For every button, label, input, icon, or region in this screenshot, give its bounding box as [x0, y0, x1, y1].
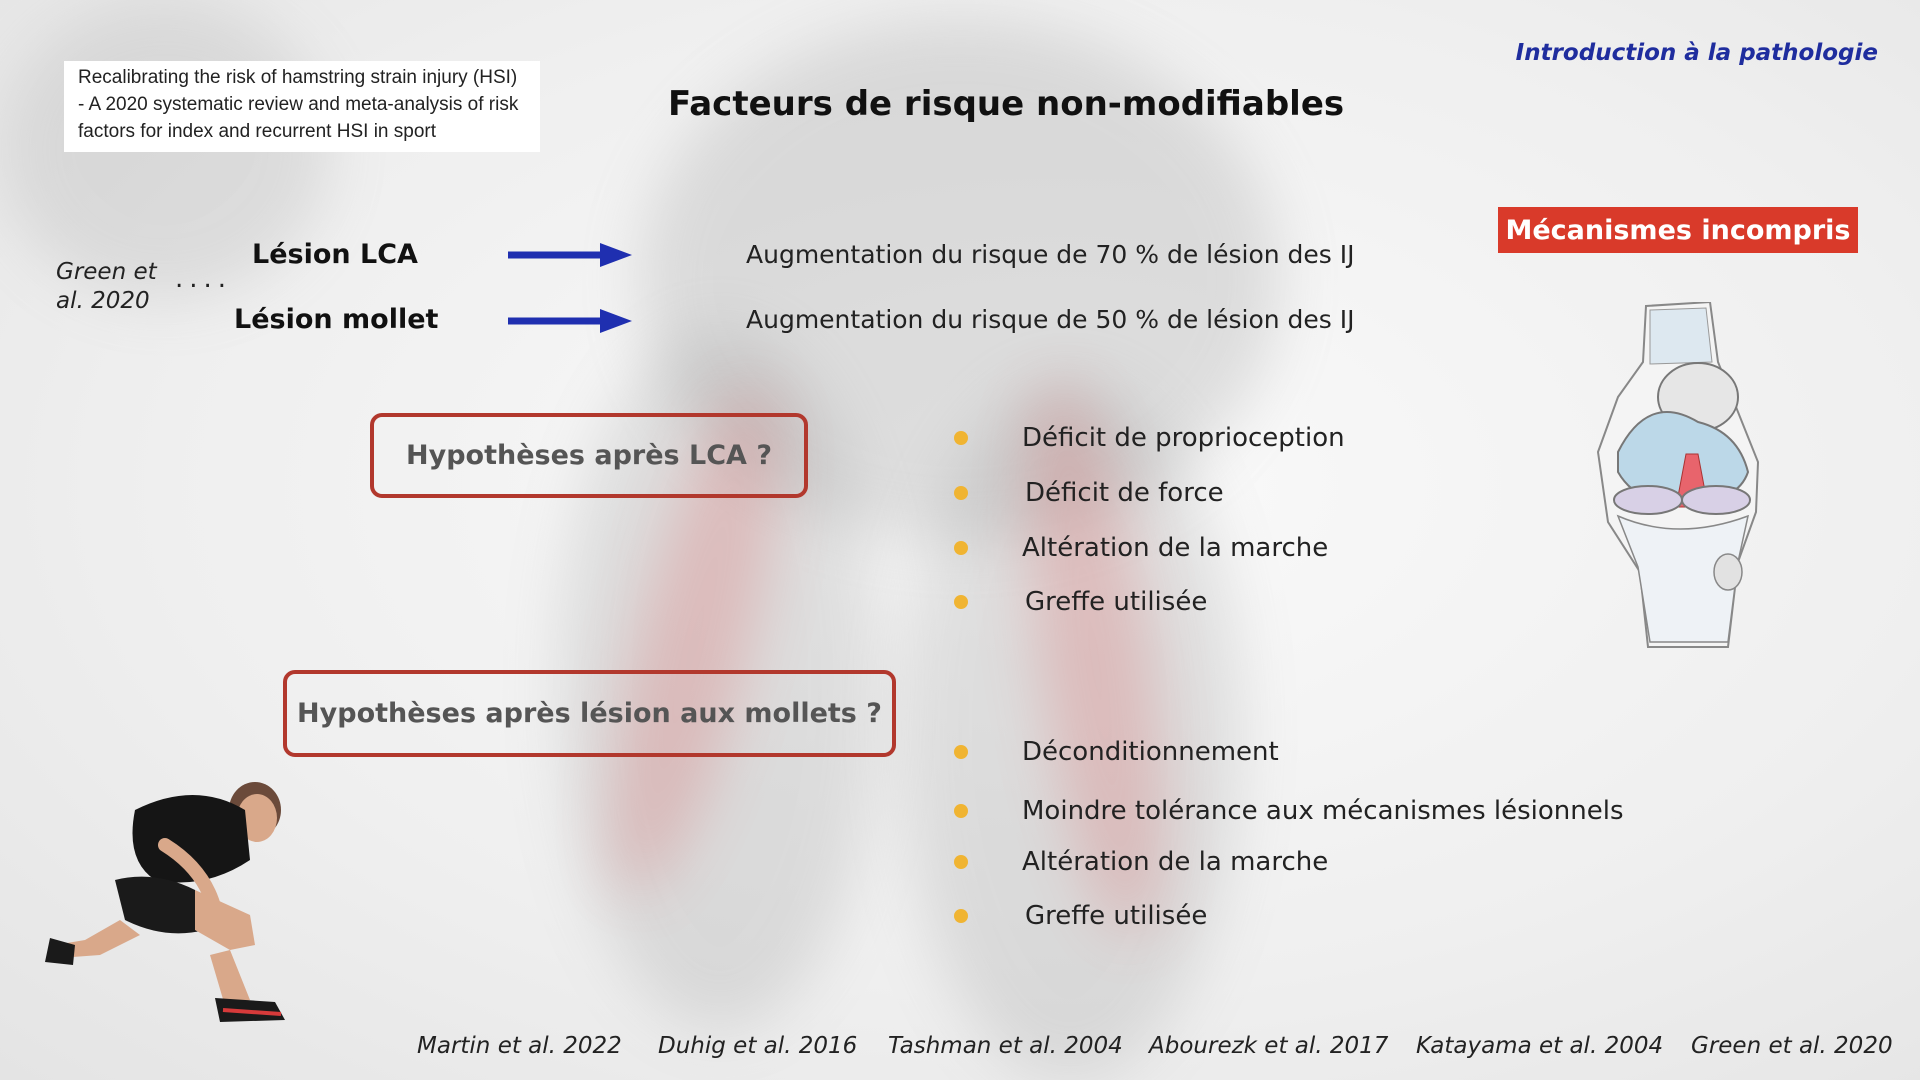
reference-line: Recalibrating the risk of hamstring strain injury (HSI) [78, 67, 518, 88]
bullet-item: Greffe utilisée [1025, 901, 1208, 931]
citation: Tashman et al. 2004 [888, 1033, 1123, 1059]
bullet-item: Altération de la marche [1022, 847, 1329, 877]
citation: Abourezk et al. 2017 [1149, 1033, 1389, 1059]
bullet-item: Déficit de proprioception [1022, 423, 1345, 453]
slide-title: Facteurs de risque non-modifiables [668, 84, 1345, 124]
citation: Katayama et al. 2004 [1416, 1033, 1664, 1059]
bullet-item: Greffe utilisée [1025, 587, 1208, 617]
bullet-icon [954, 909, 968, 923]
study-reference: Green et al. 2020 [56, 259, 157, 314]
factor-effect-lca: Augmentation du risque de 70 % de lésion des IJ [746, 240, 1355, 269]
reference-box [64, 61, 540, 152]
hypothesis-box-lca: Hypothèses après LCA ? [370, 413, 808, 498]
citation: Green et al. 2020 [1691, 1033, 1893, 1059]
bullet-icon [954, 855, 968, 869]
dotted-connector: .... [175, 264, 233, 294]
reference-line: factors for index and recurrent HSI in sport [78, 121, 436, 142]
bullet-icon [954, 745, 968, 759]
bullet-icon [954, 804, 968, 818]
section-label: Introduction à la pathologie [1515, 40, 1878, 66]
hypothesis-box-mollet: Hypothèses après lésion aux mollets ? [283, 670, 896, 757]
bullet-item: Altération de la marche [1022, 533, 1329, 563]
citation: Duhig et al. 2016 [658, 1033, 858, 1059]
bullet-item: Déconditionnement [1022, 737, 1279, 767]
knee-joint-illustration [1588, 302, 1768, 652]
reference-line: - A 2020 systematic review and meta-analysis of risk [78, 94, 519, 115]
factor-label-lca: Lésion LCA [252, 239, 418, 270]
bullet-icon [954, 486, 968, 500]
bullet-item: Moindre tolérance aux mécanismes lésionnels [1022, 796, 1624, 826]
bullet-icon [954, 595, 968, 609]
factor-label-mollet: Lésion mollet [234, 304, 439, 335]
bullet-item: Déficit de force [1025, 478, 1224, 508]
arrow-right-icon [508, 306, 632, 336]
bullet-icon [954, 431, 968, 445]
arrow-right-icon [508, 240, 632, 270]
factor-effect-mollet: Augmentation du risque de 50 % de lésion des IJ [746, 305, 1355, 334]
athlete-photo [45, 770, 325, 1030]
bullet-icon [954, 541, 968, 555]
mechanisms-badge: Mécanismes incompris [1498, 207, 1858, 253]
citation: Martin et al. 2022 [417, 1033, 622, 1059]
